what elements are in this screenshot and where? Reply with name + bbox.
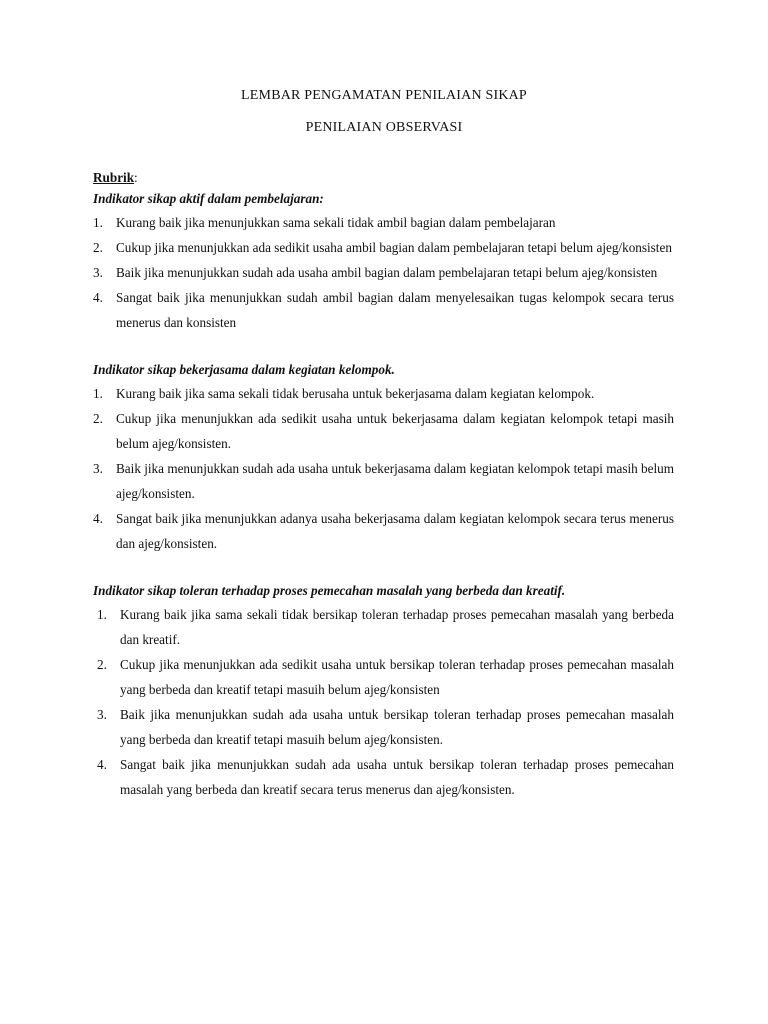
rubrik-colon: :	[134, 170, 138, 185]
list-item-text: Kurang baik jika sama sekali tidak bersikap toleran terhadap proses pemecahan masalah yang berbeda dan kreatif.	[120, 607, 674, 647]
list-item	[93, 210, 674, 235]
list-item-text: Sangat baik jika menunjukkan sudah ada usaha untuk bersikap toleran terhadap proses pemecahan masalah yang berbeda dan kreatif secara terus menerus dan ajeg/konsisten.	[120, 757, 674, 797]
list-item	[93, 752, 674, 802]
list-item	[93, 285, 674, 335]
list-item-text: Cukup jika menunjukkan ada sedikit usaha untuk bersikap toleran terhadap proses pemecahan masalah yang berbeda dan kreatif tetapi masuih belum ajeg/konsisten	[120, 657, 674, 697]
list-item-text: Baik jika menunjukkan sudah ada usaha untuk bekerjasama dalam kegiatan kelompok tetapi masih belum ajeg/konsisten.	[116, 461, 674, 501]
document-subtitle: PENILAIAN OBSERVASI	[305, 120, 463, 135]
list-item-text: Baik jika menunjukkan sudah ada usaha ambil bagian dalam pembelajaran tetapi belum ajeg/konsisten	[116, 265, 658, 280]
section-list-toleran	[93, 602, 674, 802]
rubrik-label: Rubrik	[93, 170, 135, 185]
list-item-number: 2.	[93, 240, 103, 255]
list-item-text: Baik jika menunjukkan sudah ada usaha untuk bersikap toleran terhadap proses pemecahan masalah yang berbeda dan kreatif tetapi masuih belum ajeg/konsisten.	[120, 707, 674, 747]
list-item-number: 2.	[93, 411, 103, 426]
section-list-bekerjasama	[93, 381, 674, 556]
list-item	[93, 260, 674, 285]
list-item-text: Sangat baik jika menunjukkan adanya usaha bekerjasama dalam kegiatan kelompok secara terus menerus dan ajeg/konsisten.	[116, 511, 674, 551]
section-heading-bekerjasama: Indikator sikap bekerjasama dalam kegiatan kelompok.	[93, 362, 395, 377]
list-item	[93, 235, 674, 260]
list-item	[93, 381, 674, 406]
list-item-number: 3.	[93, 461, 103, 476]
list-item-number: 1.	[93, 386, 103, 401]
list-item-number: 3.	[97, 707, 107, 722]
section-spacer	[93, 556, 674, 580]
list-item-text: Kurang baik jika menunjukkan sama sekali tidak ambil bagian dalam pembelajaran	[116, 215, 556, 230]
list-item-number: 3.	[93, 265, 103, 280]
list-item	[93, 602, 674, 652]
list-item-text: Cukup jika menunjukkan ada sedikit usaha ambil bagian dalam pembelajaran tetapi belum ajeg/konsisten	[116, 240, 672, 255]
list-item-number: 2.	[97, 657, 107, 672]
list-item-text: Kurang baik jika sama sekali tidak berusaha untuk bekerjasama dalam kegiatan kelompok.	[116, 386, 595, 401]
list-item-number: 4.	[93, 290, 103, 305]
section-heading-aktif: Indikator sikap aktif dalam pembelajaran:	[93, 191, 324, 206]
list-item-number: 4.	[93, 511, 103, 526]
list-item	[93, 506, 674, 556]
rubrik-line	[93, 168, 674, 188]
list-item-text: Sangat baik jika menunjukkan sudah ambil bagian dalam menyelesaikan tugas kelompok secara terus menerus dan konsisten	[116, 290, 674, 330]
list-item	[93, 702, 674, 752]
section-heading-toleran: Indikator sikap toleran terhadap proses pemecahan masalah yang berbeda dan kreatif.	[93, 583, 566, 598]
document-title: LEMBAR PENGAMATAN PENILAIAN SIKAP	[241, 88, 527, 103]
section-list-aktif	[93, 210, 674, 335]
list-item-number: 4.	[97, 757, 107, 772]
list-item-number: 1.	[93, 215, 103, 230]
rubric-content	[93, 168, 674, 802]
list-item-text: Cukup jika menunjukkan ada sedikit usaha untuk bekerjasama dalam kegiatan kelompok tetapi masih belum ajeg/konsisten.	[116, 411, 674, 451]
list-item	[93, 652, 674, 702]
list-item	[93, 456, 674, 506]
list-item	[93, 406, 674, 456]
section-spacer	[93, 335, 674, 359]
list-item-number: 1.	[97, 607, 107, 622]
